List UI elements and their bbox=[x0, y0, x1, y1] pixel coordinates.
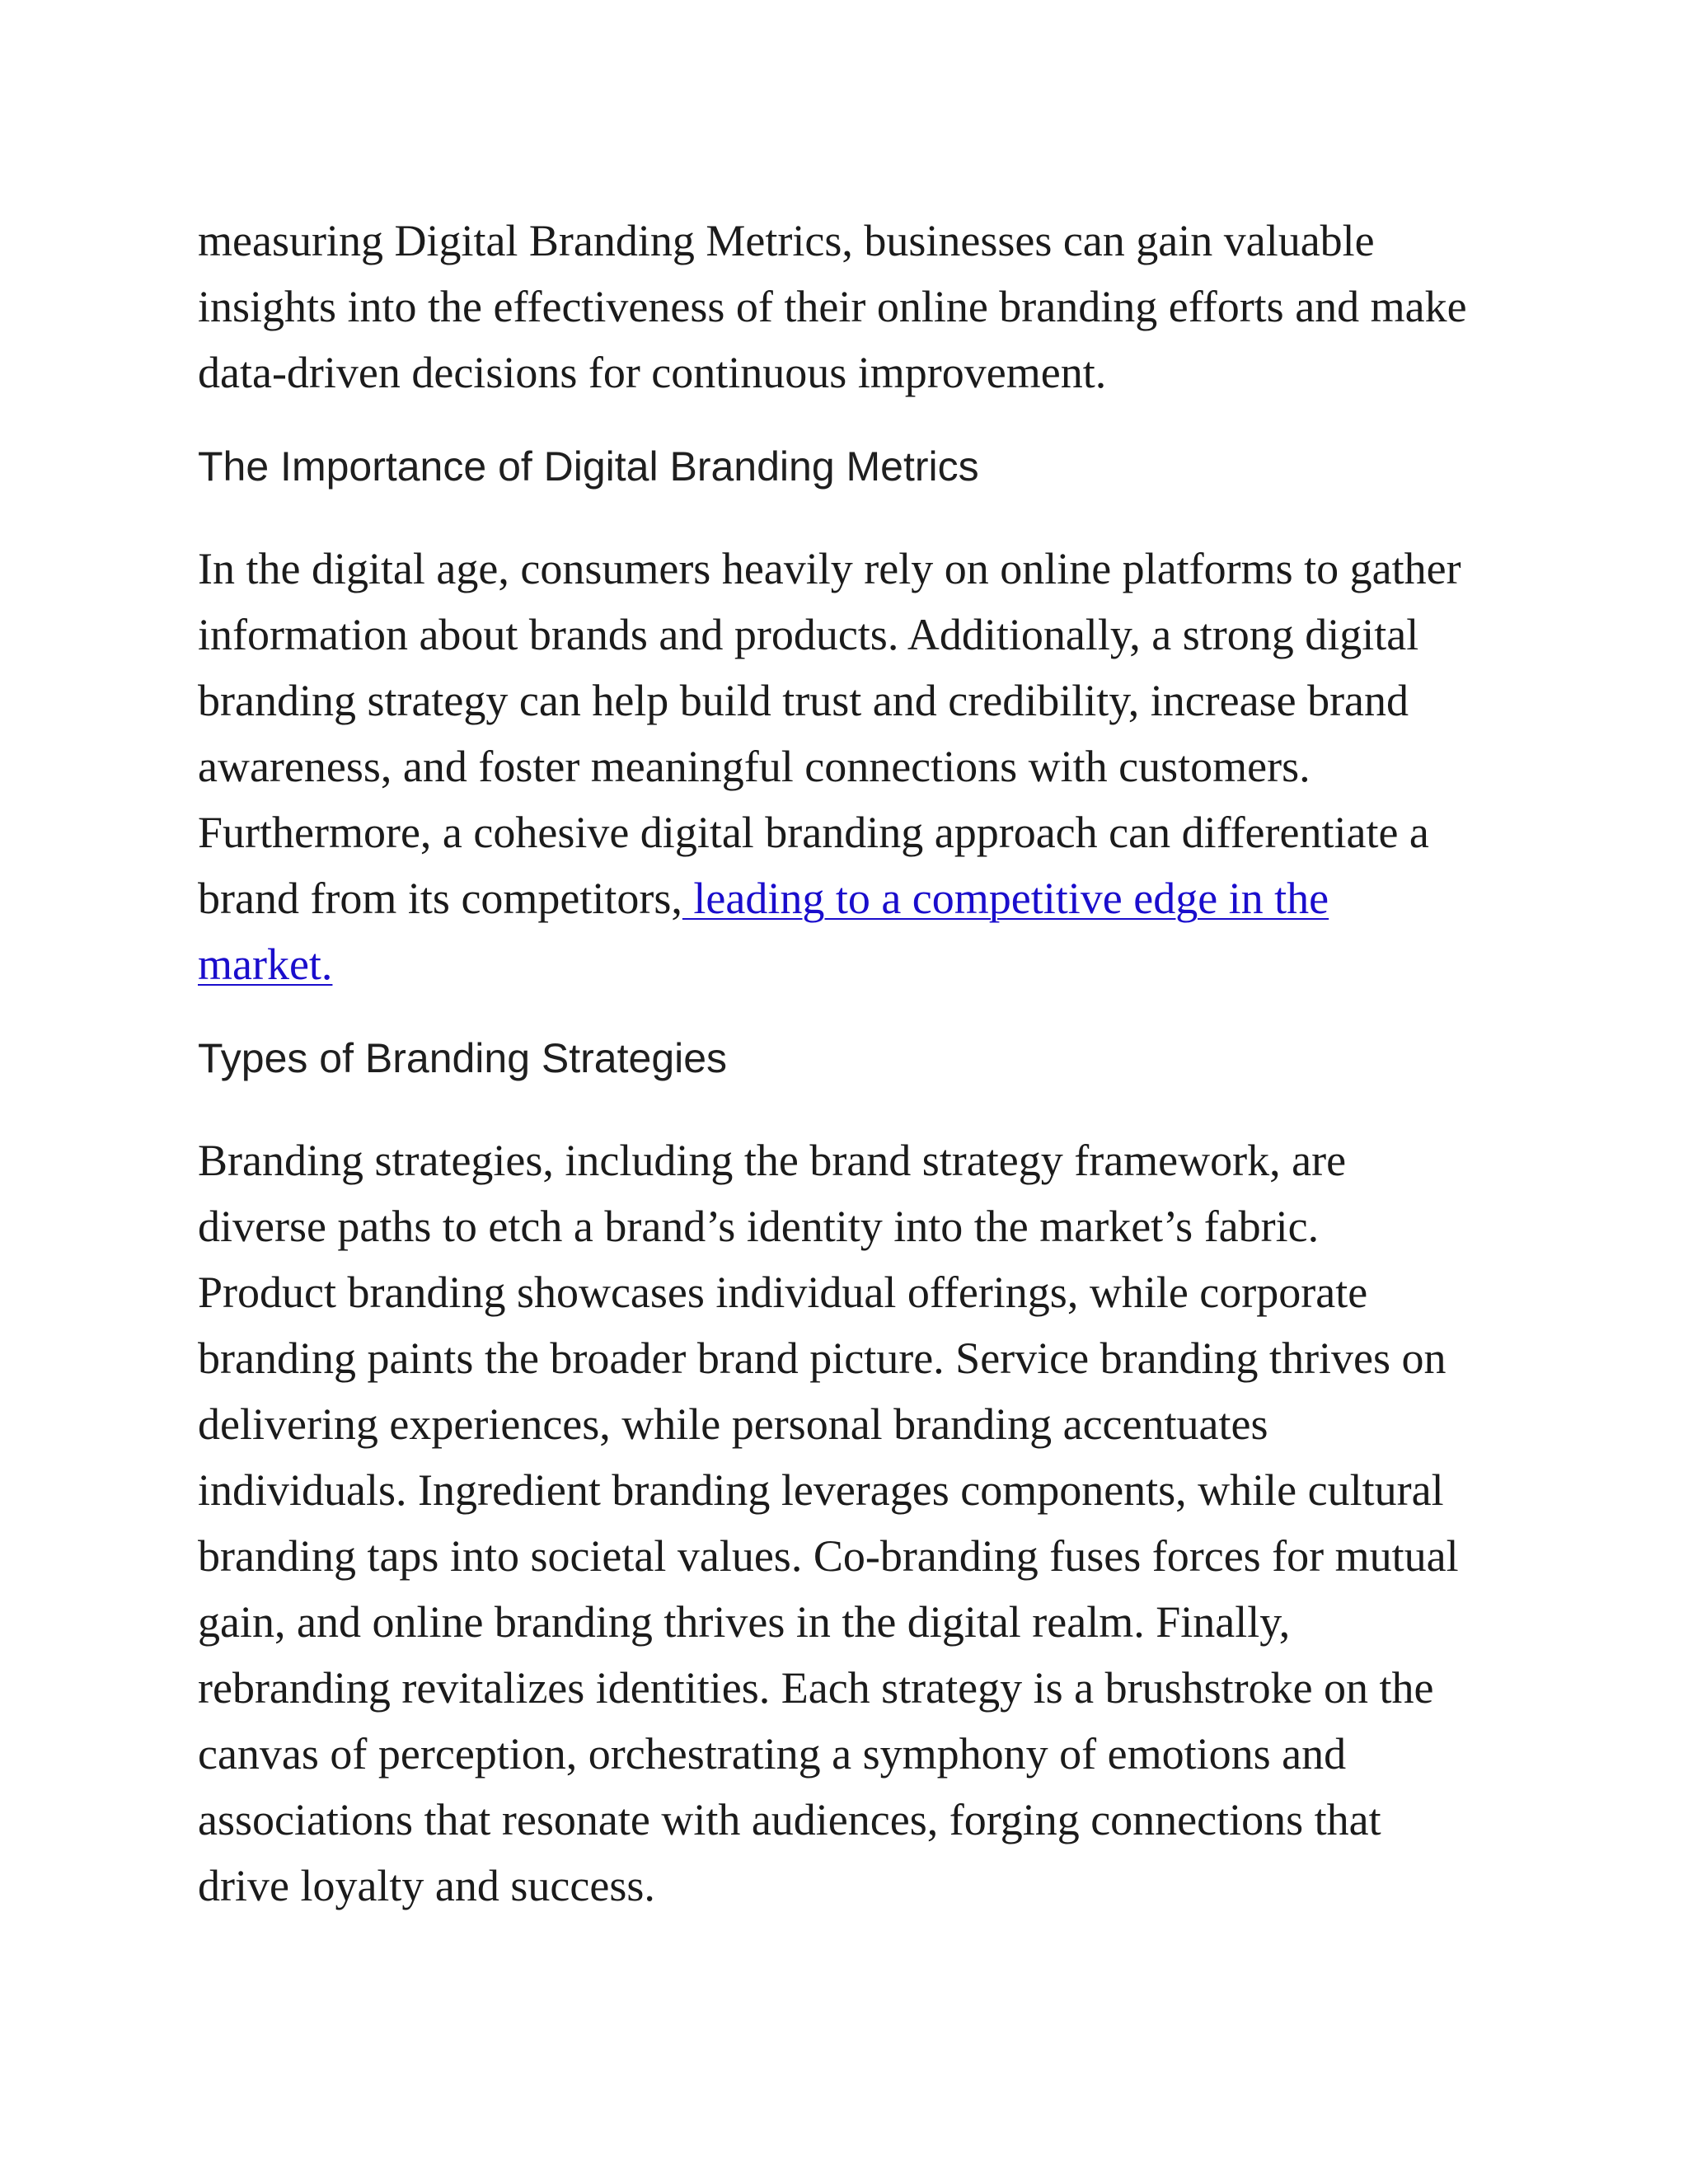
paragraph-line: Product branding showcases individual offerings, while corporate bbox=[198, 1268, 1368, 1317]
paragraph-line: Branding strategies, including the brand strategy framework, are bbox=[198, 1136, 1347, 1185]
paragraph-line: drive loyalty and success. bbox=[198, 1861, 655, 1910]
paragraph-line: associations that resonate with audiences, forging connections that bbox=[198, 1795, 1381, 1844]
paragraph-line: diverse paths to etch a brand’s identity into the market’s fabric. bbox=[198, 1202, 1320, 1251]
section-heading-types: Types of Branding Strategies bbox=[198, 1035, 728, 1081]
paragraph-line: individuals. Ingredient branding leverages components, while cultural bbox=[198, 1465, 1444, 1515]
paragraph-line: information about brands and products. Additionally, a strong digital bbox=[198, 610, 1419, 659]
types-paragraph bbox=[198, 1127, 1517, 1919]
paragraph-line: Furthermore, a cohesive digital branding approach can differentiate a bbox=[198, 808, 1429, 857]
paragraph-line: delivering experiences, while personal branding accentuates bbox=[198, 1399, 1268, 1449]
paragraph-line-with-link bbox=[198, 865, 1517, 931]
paragraph-line: branding paints the broader brand picture. Service branding thrives on bbox=[198, 1333, 1447, 1383]
section-heading-importance: The Importance of Digital Branding Metrics bbox=[198, 443, 979, 490]
paragraph-line: branding taps into societal values. Co-branding fuses forces for mutual bbox=[198, 1531, 1459, 1581]
intro-paragraph bbox=[198, 208, 1517, 405]
competitive-edge-link[interactable]: leading to a competitive edge in the bbox=[682, 874, 1329, 923]
paragraph-line: canvas of perception, orchestrating a symphony of emotions and bbox=[198, 1729, 1347, 1779]
document-page bbox=[198, 208, 1517, 1919]
paragraph-text: brand from its competitors, bbox=[198, 874, 682, 923]
paragraph-line: awareness, and foster meaningful connections with customers. bbox=[198, 742, 1311, 791]
importance-paragraph bbox=[198, 536, 1517, 997]
paragraph-line: branding strategy can help build trust and credibility, increase brand bbox=[198, 676, 1409, 725]
paragraph-line: rebranding revitalizes identities. Each strategy is a brushstroke on the bbox=[198, 1663, 1434, 1713]
paragraph-line: gain, and online branding thrives in the digital realm. Finally, bbox=[198, 1597, 1291, 1647]
paragraph-line: measuring Digital Branding Metrics, businesses can gain valuable bbox=[198, 216, 1375, 265]
competitive-edge-link-continuation[interactable]: market. bbox=[198, 940, 333, 989]
paragraph-line: In the digital age, consumers heavily rely on online platforms to gather bbox=[198, 544, 1461, 593]
paragraph-line-link-continuation bbox=[198, 931, 1517, 997]
paragraph-line: data-driven decisions for continuous improvement. bbox=[198, 348, 1107, 397]
paragraph-line: insights into the effectiveness of their online branding efforts and make bbox=[198, 282, 1467, 331]
